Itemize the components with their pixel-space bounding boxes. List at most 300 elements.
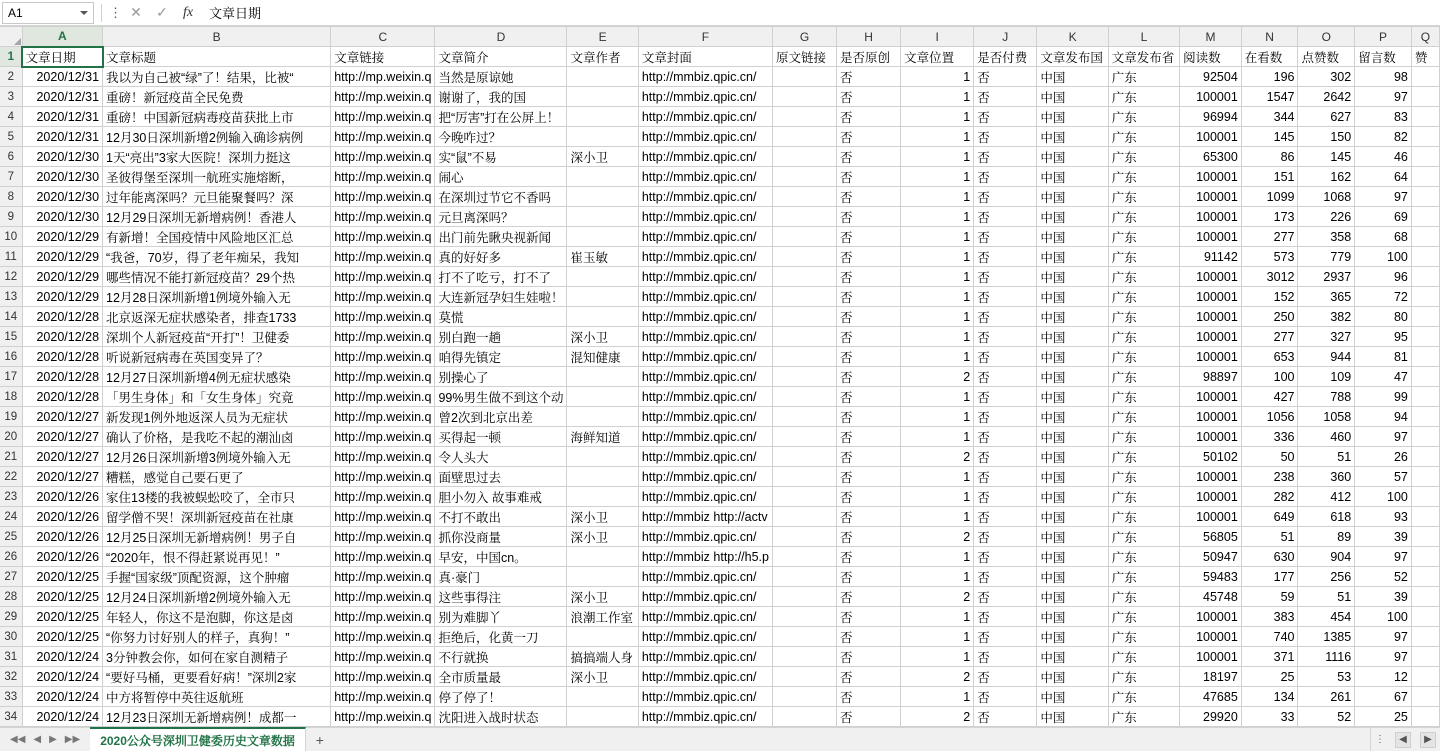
table-cell[interactable]: 留学僧不哭！深圳新冠疫苗在社康 bbox=[103, 507, 331, 527]
table-cell[interactable]: 1 bbox=[901, 687, 974, 707]
table-cell[interactable]: 18197 bbox=[1180, 667, 1242, 687]
table-cell[interactable]: http://mp.weixin.q bbox=[331, 167, 435, 187]
table-cell[interactable]: 买得起一顿 bbox=[435, 427, 567, 447]
table-cell[interactable]: 371 bbox=[1241, 647, 1298, 667]
table-cell[interactable]: 广东 bbox=[1108, 347, 1179, 367]
table-cell[interactable]: 1 bbox=[901, 387, 974, 407]
row-header-20[interactable]: 20 bbox=[0, 427, 22, 447]
table-cell[interactable] bbox=[1411, 527, 1439, 547]
table-cell[interactable]: 573 bbox=[1241, 247, 1298, 267]
table-cell[interactable]: 1 bbox=[901, 487, 974, 507]
row-header-13[interactable]: 13 bbox=[0, 287, 22, 307]
table-cell[interactable] bbox=[1411, 447, 1439, 467]
table-cell[interactable]: 否 bbox=[837, 507, 901, 527]
table-cell[interactable] bbox=[773, 547, 837, 567]
table-cell[interactable]: 否 bbox=[974, 347, 1037, 367]
header-cell[interactable]: 原文链接 bbox=[773, 47, 837, 67]
add-sheet-button[interactable]: + bbox=[315, 731, 324, 748]
table-cell[interactable]: 早安，中国cn。 bbox=[435, 547, 567, 567]
table-cell[interactable]: 否 bbox=[837, 107, 901, 127]
table-cell[interactable]: 这些事得注 bbox=[435, 587, 567, 607]
table-cell[interactable]: 336 bbox=[1241, 427, 1298, 447]
table-cell[interactable]: 曾2次到北京出差 bbox=[435, 407, 567, 427]
table-cell[interactable] bbox=[773, 347, 837, 367]
column-header-J[interactable]: J bbox=[974, 27, 1037, 47]
table-cell[interactable]: 圣彼得堡至深圳一航班实施熔断， bbox=[103, 167, 331, 187]
table-cell[interactable]: 中国 bbox=[1037, 687, 1108, 707]
table-cell[interactable]: 1 bbox=[901, 647, 974, 667]
table-cell[interactable]: http://mmbiz.qpic.cn/ bbox=[638, 107, 772, 127]
table-cell[interactable]: 97 bbox=[1355, 187, 1412, 207]
name-box[interactable] bbox=[2, 2, 94, 24]
table-cell[interactable]: 否 bbox=[974, 627, 1037, 647]
confirm-edit-icon[interactable]: ✓ bbox=[156, 4, 168, 20]
table-cell[interactable]: 100001 bbox=[1180, 627, 1242, 647]
table-cell[interactable]: 92504 bbox=[1180, 67, 1242, 87]
table-cell[interactable] bbox=[1411, 207, 1439, 227]
table-cell[interactable]: 深小卫 bbox=[567, 587, 638, 607]
table-cell[interactable]: http://mmbiz.qpic.cn/ bbox=[638, 227, 772, 247]
table-cell[interactable]: 89 bbox=[1298, 527, 1355, 547]
table-cell[interactable]: 深小卫 bbox=[567, 667, 638, 687]
table-cell[interactable]: 12月26日深圳新增3例境外输入无 bbox=[103, 447, 331, 467]
table-cell[interactable]: 糟糕，感觉自己要石更了 bbox=[103, 467, 331, 487]
table-cell[interactable]: http://mmbiz.qpic.cn/ bbox=[638, 627, 772, 647]
row-header-18[interactable]: 18 bbox=[0, 387, 22, 407]
table-cell[interactable]: http://mp.weixin.q bbox=[331, 227, 435, 247]
formula-input[interactable]: 文章日期 bbox=[201, 2, 1440, 24]
table-cell[interactable]: http://mp.weixin.q bbox=[331, 627, 435, 647]
table-cell[interactable]: http://mp.weixin.q bbox=[331, 67, 435, 87]
table-cell[interactable]: 过年能离深吗？元旦能聚餐吗？深 bbox=[103, 187, 331, 207]
sheet-nav-buttons[interactable] bbox=[0, 728, 90, 751]
table-cell[interactable]: 否 bbox=[974, 667, 1037, 687]
table-cell[interactable]: http://mp.weixin.q bbox=[331, 127, 435, 147]
table-cell[interactable]: http://mp.weixin.q bbox=[331, 427, 435, 447]
table-cell[interactable] bbox=[567, 447, 638, 467]
table-cell[interactable]: 广东 bbox=[1108, 587, 1179, 607]
table-cell[interactable]: 今晚咋过？ bbox=[435, 127, 567, 147]
table-cell[interactable]: 在深圳过节它不香吗 bbox=[435, 187, 567, 207]
table-cell[interactable]: 100001 bbox=[1180, 227, 1242, 247]
table-cell[interactable]: 3分钟教会你，如何在家自测精子 bbox=[103, 647, 331, 667]
table-cell[interactable]: 否 bbox=[837, 227, 901, 247]
table-cell[interactable]: 2020/12/25 bbox=[22, 587, 102, 607]
table-cell[interactable]: 2020/12/27 bbox=[22, 407, 102, 427]
table-cell[interactable]: 98 bbox=[1355, 67, 1412, 87]
table-cell[interactable]: 2020/12/31 bbox=[22, 107, 102, 127]
table-cell[interactable]: 45748 bbox=[1180, 587, 1242, 607]
table-cell[interactable]: 67 bbox=[1355, 687, 1412, 707]
table-cell[interactable]: 100001 bbox=[1180, 267, 1242, 287]
table-cell[interactable]: 12月23日深圳无新增病例！成都一 bbox=[103, 707, 331, 727]
row-header-15[interactable]: 15 bbox=[0, 327, 22, 347]
horizontal-scrollbar[interactable] bbox=[1370, 728, 1440, 751]
table-cell[interactable] bbox=[773, 467, 837, 487]
table-cell[interactable]: 12月30日深圳新增2例输入确诊病例 bbox=[103, 127, 331, 147]
table-cell[interactable]: 2020/12/28 bbox=[22, 307, 102, 327]
table-cell[interactable]: 358 bbox=[1298, 227, 1355, 247]
table-cell[interactable]: 2020/12/29 bbox=[22, 247, 102, 267]
table-cell[interactable]: 29920 bbox=[1180, 707, 1242, 727]
table-cell[interactable]: 否 bbox=[974, 227, 1037, 247]
table-cell[interactable]: http://mp.weixin.q bbox=[331, 507, 435, 527]
table-cell[interactable]: 否 bbox=[837, 687, 901, 707]
table-cell[interactable]: 2 bbox=[901, 587, 974, 607]
table-cell[interactable]: 抓你没商量 bbox=[435, 527, 567, 547]
table-cell[interactable]: 82 bbox=[1355, 127, 1412, 147]
table-cell[interactable]: 否 bbox=[974, 567, 1037, 587]
header-cell[interactable]: 文章作者 bbox=[567, 47, 638, 67]
table-cell[interactable]: 中国 bbox=[1037, 707, 1108, 727]
table-cell[interactable]: 1 bbox=[901, 147, 974, 167]
row-header-5[interactable]: 5 bbox=[0, 127, 22, 147]
table-cell[interactable]: 否 bbox=[837, 467, 901, 487]
table-cell[interactable]: 2020/12/24 bbox=[22, 707, 102, 727]
table-cell[interactable] bbox=[773, 207, 837, 227]
table-cell[interactable] bbox=[567, 167, 638, 187]
row-header-10[interactable]: 10 bbox=[0, 227, 22, 247]
table-cell[interactable] bbox=[567, 367, 638, 387]
table-cell[interactable]: 100001 bbox=[1180, 287, 1242, 307]
table-cell[interactable]: http://mp.weixin.q bbox=[331, 327, 435, 347]
table-cell[interactable]: 3012 bbox=[1241, 267, 1298, 287]
table-cell[interactable]: 广东 bbox=[1108, 567, 1179, 587]
table-cell[interactable]: 中国 bbox=[1037, 307, 1108, 327]
table-cell[interactable]: http://mp.weixin.q bbox=[331, 247, 435, 267]
table-cell[interactable]: 1 bbox=[901, 327, 974, 347]
column-header-M[interactable]: M bbox=[1180, 27, 1242, 47]
table-cell[interactable]: 中国 bbox=[1037, 447, 1108, 467]
table-cell[interactable]: 12月24日深圳新增2例境外输入无 bbox=[103, 587, 331, 607]
table-cell[interactable]: 1 bbox=[901, 427, 974, 447]
table-cell[interactable]: http://mmbiz.qpic.cn/ bbox=[638, 307, 772, 327]
table-cell[interactable]: 中国 bbox=[1037, 567, 1108, 587]
header-cell[interactable]: 文章日期 bbox=[22, 47, 102, 67]
table-cell[interactable] bbox=[773, 587, 837, 607]
column-header-G[interactable]: G bbox=[773, 27, 837, 47]
row-header-28[interactable]: 28 bbox=[0, 587, 22, 607]
table-cell[interactable]: 否 bbox=[837, 347, 901, 367]
table-cell[interactable]: 50 bbox=[1241, 447, 1298, 467]
table-cell[interactable]: 别白跑一趟 bbox=[435, 327, 567, 347]
table-cell[interactable]: http://mp.weixin.q bbox=[331, 527, 435, 547]
table-cell[interactable]: 否 bbox=[974, 547, 1037, 567]
table-cell[interactable]: http://mmbiz.qpic.cn/ bbox=[638, 327, 772, 347]
table-cell[interactable]: 把“厉害”打在公屏上！ bbox=[435, 107, 567, 127]
table-cell[interactable]: http://mmbiz.qpic.cn/ bbox=[638, 167, 772, 187]
table-cell[interactable] bbox=[1411, 347, 1439, 367]
table-cell[interactable] bbox=[567, 567, 638, 587]
table-cell[interactable]: http://mmbiz.qpic.cn/ bbox=[638, 207, 772, 227]
table-cell[interactable]: 1 bbox=[901, 467, 974, 487]
table-cell[interactable]: 100 bbox=[1241, 367, 1298, 387]
table-cell[interactable]: 否 bbox=[974, 247, 1037, 267]
table-cell[interactable]: 中国 bbox=[1037, 387, 1108, 407]
table-cell[interactable]: 100001 bbox=[1180, 307, 1242, 327]
prev-sheet-icon[interactable]: ◀ bbox=[33, 734, 42, 745]
table-cell[interactable]: 否 bbox=[974, 707, 1037, 727]
table-cell[interactable] bbox=[567, 207, 638, 227]
table-cell[interactable]: 1099 bbox=[1241, 187, 1298, 207]
table-cell[interactable]: 否 bbox=[837, 647, 901, 667]
table-cell[interactable] bbox=[1411, 507, 1439, 527]
table-cell[interactable]: 226 bbox=[1298, 207, 1355, 227]
table-cell[interactable]: 否 bbox=[837, 127, 901, 147]
table-cell[interactable]: 中国 bbox=[1037, 107, 1108, 127]
table-cell[interactable] bbox=[773, 447, 837, 467]
table-cell[interactable]: 2020/12/29 bbox=[22, 267, 102, 287]
scroll-grip-icon[interactable]: ⋮ bbox=[1375, 734, 1386, 745]
row-header-17[interactable]: 17 bbox=[0, 367, 22, 387]
table-cell[interactable]: 咱得先镇定 bbox=[435, 347, 567, 367]
table-cell[interactable]: 广东 bbox=[1108, 507, 1179, 527]
table-cell[interactable]: 不行就换 bbox=[435, 647, 567, 667]
table-cell[interactable] bbox=[567, 547, 638, 567]
table-cell[interactable]: 1 bbox=[901, 627, 974, 647]
table-cell[interactable]: http://mmbiz.qpic.cn/ bbox=[638, 127, 772, 147]
first-sheet-icon[interactable]: ◀◀ bbox=[10, 734, 26, 745]
table-cell[interactable]: http://mmbiz.qpic.cn/ bbox=[638, 707, 772, 727]
table-cell[interactable]: 69 bbox=[1355, 207, 1412, 227]
table-cell[interactable]: 1068 bbox=[1298, 187, 1355, 207]
table-cell[interactable]: http://mmbiz http://actv bbox=[638, 507, 772, 527]
table-cell[interactable]: 否 bbox=[837, 367, 901, 387]
row-header-30[interactable]: 30 bbox=[0, 627, 22, 647]
table-cell[interactable]: 99 bbox=[1355, 387, 1412, 407]
table-cell[interactable] bbox=[773, 667, 837, 687]
table-cell[interactable]: http://mp.weixin.q bbox=[331, 587, 435, 607]
table-cell[interactable]: 中国 bbox=[1037, 647, 1108, 667]
table-cell[interactable]: 2020/12/25 bbox=[22, 627, 102, 647]
table-cell[interactable]: 听说新冠病毒在英国变异了？ bbox=[103, 347, 331, 367]
table-cell[interactable]: 胆小勿入 故事难戒 bbox=[435, 487, 567, 507]
table-cell[interactable]: 360 bbox=[1298, 467, 1355, 487]
table-cell[interactable]: 否 bbox=[837, 627, 901, 647]
table-cell[interactable]: 2020/12/26 bbox=[22, 507, 102, 527]
table-cell[interactable]: 我以为自己被“绿”了！结果，比被“ bbox=[103, 67, 331, 87]
table-cell[interactable]: 中国 bbox=[1037, 127, 1108, 147]
table-cell[interactable]: 令人头大 bbox=[435, 447, 567, 467]
table-cell[interactable]: http://mmbiz.qpic.cn/ bbox=[638, 427, 772, 447]
header-cell[interactable]: 在看数 bbox=[1241, 47, 1298, 67]
table-cell[interactable]: 327 bbox=[1298, 327, 1355, 347]
table-cell[interactable]: 2937 bbox=[1298, 267, 1355, 287]
table-cell[interactable]: 否 bbox=[974, 167, 1037, 187]
table-cell[interactable]: 2020/12/30 bbox=[22, 207, 102, 227]
table-cell[interactable]: 否 bbox=[974, 527, 1037, 547]
table-cell[interactable]: 不打不敢出 bbox=[435, 507, 567, 527]
table-cell[interactable]: 广东 bbox=[1108, 207, 1179, 227]
table-cell[interactable] bbox=[1411, 667, 1439, 687]
table-cell[interactable]: 深圳个人新冠疫苗“开打”！卫健委 bbox=[103, 327, 331, 347]
table-cell[interactable]: http://mmbiz.qpic.cn/ bbox=[638, 387, 772, 407]
header-cell[interactable]: 文章标题 bbox=[103, 47, 331, 67]
table-cell[interactable]: 中国 bbox=[1037, 287, 1108, 307]
table-cell[interactable]: 家住13楼的我被蜈蚣咬了，全市只 bbox=[103, 487, 331, 507]
table-cell[interactable] bbox=[1411, 127, 1439, 147]
table-cell[interactable]: http://mp.weixin.q bbox=[331, 307, 435, 327]
table-cell[interactable]: 否 bbox=[837, 407, 901, 427]
table-cell[interactable]: 100001 bbox=[1180, 427, 1242, 447]
table-cell[interactable]: 否 bbox=[837, 487, 901, 507]
table-cell[interactable]: 1547 bbox=[1241, 87, 1298, 107]
table-cell[interactable] bbox=[773, 367, 837, 387]
table-cell[interactable] bbox=[773, 487, 837, 507]
table-cell[interactable] bbox=[567, 387, 638, 407]
table-cell[interactable]: 否 bbox=[974, 587, 1037, 607]
table-cell[interactable]: 59483 bbox=[1180, 567, 1242, 587]
row-header-4[interactable]: 4 bbox=[0, 107, 22, 127]
table-cell[interactable]: 中国 bbox=[1037, 207, 1108, 227]
table-cell[interactable]: 否 bbox=[974, 127, 1037, 147]
scroll-right-button[interactable]: ▶ bbox=[1420, 732, 1436, 748]
table-cell[interactable]: 有新增！全国疫情中风险地区汇总 bbox=[103, 227, 331, 247]
table-cell[interactable]: http://mmbiz.qpic.cn/ bbox=[638, 67, 772, 87]
table-cell[interactable]: 1 bbox=[901, 107, 974, 127]
table-cell[interactable] bbox=[567, 307, 638, 327]
table-cell[interactable]: 广东 bbox=[1108, 607, 1179, 627]
table-cell[interactable]: 1 bbox=[901, 287, 974, 307]
table-cell[interactable]: 97 bbox=[1355, 87, 1412, 107]
table-cell[interactable] bbox=[567, 627, 638, 647]
table-cell[interactable] bbox=[567, 87, 638, 107]
table-cell[interactable]: http://mmbiz.qpic.cn/ bbox=[638, 187, 772, 207]
column-header-K[interactable]: K bbox=[1037, 27, 1108, 47]
table-cell[interactable]: 2 bbox=[901, 707, 974, 727]
table-cell[interactable]: 1 bbox=[901, 167, 974, 187]
row-header-27[interactable]: 27 bbox=[0, 567, 22, 587]
table-cell[interactable]: 莫慌 bbox=[435, 307, 567, 327]
table-cell[interactable]: http://mmbiz.qpic.cn/ bbox=[638, 347, 772, 367]
table-cell[interactable]: 否 bbox=[974, 207, 1037, 227]
table-cell[interactable]: http://mmbiz.qpic.cn/ bbox=[638, 447, 772, 467]
table-cell[interactable]: 2020/12/25 bbox=[22, 567, 102, 587]
table-cell[interactable]: 中国 bbox=[1037, 347, 1108, 367]
row-header-23[interactable]: 23 bbox=[0, 487, 22, 507]
table-cell[interactable]: 2020/12/28 bbox=[22, 387, 102, 407]
row-header-19[interactable]: 19 bbox=[0, 407, 22, 427]
table-cell[interactable]: 100 bbox=[1355, 487, 1412, 507]
table-cell[interactable]: 1 bbox=[901, 347, 974, 367]
table-cell[interactable]: 302 bbox=[1298, 67, 1355, 87]
table-cell[interactable]: 100001 bbox=[1180, 647, 1242, 667]
table-cell[interactable] bbox=[773, 167, 837, 187]
table-cell[interactable]: 广东 bbox=[1108, 267, 1179, 287]
table-cell[interactable]: http://mp.weixin.q bbox=[331, 407, 435, 427]
table-cell[interactable]: 100001 bbox=[1180, 207, 1242, 227]
table-cell[interactable]: 广东 bbox=[1108, 367, 1179, 387]
table-cell[interactable]: 68 bbox=[1355, 227, 1412, 247]
table-cell[interactable]: 150 bbox=[1298, 127, 1355, 147]
table-cell[interactable]: 97 bbox=[1355, 647, 1412, 667]
table-cell[interactable]: 中国 bbox=[1037, 227, 1108, 247]
last-sheet-icon[interactable]: ▶▶ bbox=[64, 734, 81, 745]
table-cell[interactable] bbox=[773, 247, 837, 267]
table-cell[interactable]: 52 bbox=[1355, 567, 1412, 587]
table-cell[interactable]: 277 bbox=[1241, 227, 1298, 247]
table-cell[interactable]: 2020/12/31 bbox=[22, 127, 102, 147]
table-cell[interactable]: 2020/12/27 bbox=[22, 427, 102, 447]
table-cell[interactable]: 否 bbox=[974, 387, 1037, 407]
table-cell[interactable]: 46 bbox=[1355, 147, 1412, 167]
table-cell[interactable]: 否 bbox=[837, 147, 901, 167]
row-header-32[interactable]: 32 bbox=[0, 667, 22, 687]
row-header-1[interactable]: 1 bbox=[0, 47, 22, 67]
table-cell[interactable]: 649 bbox=[1241, 507, 1298, 527]
table-cell[interactable]: 1 bbox=[901, 187, 974, 207]
table-cell[interactable] bbox=[1411, 487, 1439, 507]
table-cell[interactable] bbox=[1411, 287, 1439, 307]
table-cell[interactable] bbox=[773, 307, 837, 327]
table-cell[interactable]: 深小卫 bbox=[567, 147, 638, 167]
table-cell[interactable]: 1 bbox=[901, 547, 974, 567]
table-cell[interactable]: 2020/12/27 bbox=[22, 447, 102, 467]
scroll-left-button[interactable]: ◀ bbox=[1395, 732, 1411, 748]
table-cell[interactable]: 中国 bbox=[1037, 87, 1108, 107]
table-cell[interactable]: 打不了吃亏，打不了 bbox=[435, 267, 567, 287]
table-cell[interactable] bbox=[567, 107, 638, 127]
table-cell[interactable]: 否 bbox=[837, 667, 901, 687]
column-header-Q[interactable]: Q bbox=[1411, 27, 1439, 47]
table-cell[interactable]: 中国 bbox=[1037, 247, 1108, 267]
table-cell[interactable]: 否 bbox=[837, 167, 901, 187]
table-cell[interactable]: 中国 bbox=[1037, 427, 1108, 447]
table-cell[interactable] bbox=[773, 327, 837, 347]
table-cell[interactable] bbox=[1411, 187, 1439, 207]
column-header-N[interactable]: N bbox=[1241, 27, 1298, 47]
table-cell[interactable]: http://mp.weixin.q bbox=[331, 187, 435, 207]
table-cell[interactable]: 100001 bbox=[1180, 327, 1242, 347]
table-cell[interactable]: 39 bbox=[1355, 527, 1412, 547]
table-cell[interactable]: 454 bbox=[1298, 607, 1355, 627]
table-cell[interactable]: 2020/12/29 bbox=[22, 287, 102, 307]
table-cell[interactable] bbox=[773, 607, 837, 627]
table-cell[interactable]: 1 bbox=[901, 267, 974, 287]
table-cell[interactable]: 中国 bbox=[1037, 187, 1108, 207]
table-cell[interactable]: 50947 bbox=[1180, 547, 1242, 567]
table-cell[interactable]: 中国 bbox=[1037, 327, 1108, 347]
table-cell[interactable]: 81 bbox=[1355, 347, 1412, 367]
column-header-D[interactable]: D bbox=[435, 27, 567, 47]
table-cell[interactable]: 否 bbox=[974, 107, 1037, 127]
table-cell[interactable] bbox=[773, 527, 837, 547]
column-header-E[interactable]: E bbox=[567, 27, 638, 47]
table-cell[interactable]: http://mp.weixin.q bbox=[331, 447, 435, 467]
table-cell[interactable]: 25 bbox=[1241, 667, 1298, 687]
table-cell[interactable] bbox=[773, 87, 837, 107]
table-cell[interactable] bbox=[773, 67, 837, 87]
table-cell[interactable]: 中国 bbox=[1037, 67, 1108, 87]
next-sheet-icon[interactable]: ▶ bbox=[49, 734, 57, 745]
table-cell[interactable] bbox=[1411, 367, 1439, 387]
table-cell[interactable]: 中国 bbox=[1037, 467, 1108, 487]
table-cell[interactable] bbox=[1411, 87, 1439, 107]
table-cell[interactable] bbox=[1411, 547, 1439, 567]
table-cell[interactable]: 151 bbox=[1241, 167, 1298, 187]
table-cell[interactable]: http://mp.weixin.q bbox=[331, 607, 435, 627]
table-cell[interactable] bbox=[1411, 567, 1439, 587]
table-cell[interactable]: 1385 bbox=[1298, 627, 1355, 647]
table-cell[interactable]: http://mp.weixin.q bbox=[331, 387, 435, 407]
table-cell[interactable]: 100001 bbox=[1180, 407, 1242, 427]
row-header-14[interactable]: 14 bbox=[0, 307, 22, 327]
row-header-33[interactable]: 33 bbox=[0, 687, 22, 707]
table-cell[interactable]: 广东 bbox=[1108, 107, 1179, 127]
table-cell[interactable]: 238 bbox=[1241, 467, 1298, 487]
table-cell[interactable] bbox=[567, 267, 638, 287]
table-cell[interactable]: 904 bbox=[1298, 547, 1355, 567]
